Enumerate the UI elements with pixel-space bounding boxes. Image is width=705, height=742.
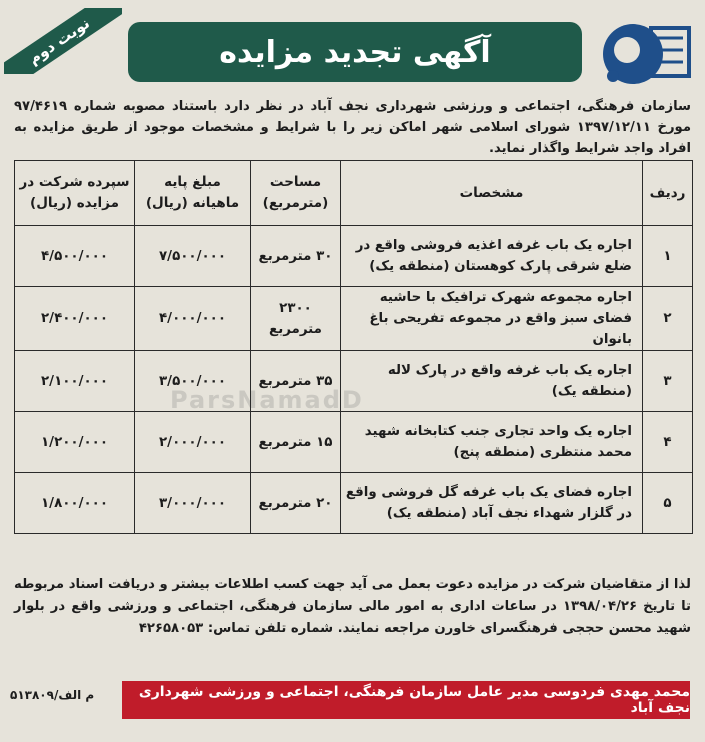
row-base-price: ۳/۰۰۰/۰۰۰: [135, 473, 251, 534]
row-deposit: ۲/۱۰۰/۰۰۰: [15, 351, 135, 412]
row-number: ۱: [643, 226, 693, 287]
notice-code: ۵۱۳۸۰۹/م الف: [10, 688, 95, 702]
header-deposit: سپرده شرکت در مزایده (ریال): [15, 161, 135, 226]
table-row: [15, 287, 693, 351]
row-description: اجاره فضای یک باب غرفه گل فروشی واقع در گلزار شهداء نجف آباد (منطقه یک): [341, 473, 643, 534]
row-description: اجاره مجموعه شهرک ترافیک با حاشیه فضای سبز واقع در مجموعه تفریحی باغ بانوان: [341, 287, 643, 351]
auction-table: [14, 160, 693, 534]
header-base-price: مبلغ پایه ماهیانه (ریال): [135, 161, 251, 226]
row-base-price: ۳/۵۰۰/۰۰۰: [135, 351, 251, 412]
round-badge: [4, 8, 122, 74]
row-area: ۲۳۰۰ مترمربع: [251, 287, 341, 351]
row-number: ۴: [643, 412, 693, 473]
signature-bar: محمد مهدی فردوسی مدیر عامل سازمان فرهنگی، اجتماعی و ورزشی شهرداری نجف آباد: [122, 681, 690, 719]
row-deposit: ۱/۸۰۰/۰۰۰: [15, 473, 135, 534]
row-number: ۳: [643, 351, 693, 412]
row-number: ۵: [643, 473, 693, 534]
organization-logo-icon: [593, 10, 699, 96]
watermark-text: ParsNamadD: [170, 386, 364, 414]
table-row: [15, 412, 693, 473]
row-description: اجاره یک باب غرفه واقع در پارک لاله (منطقه یک): [341, 351, 643, 412]
table-row: [15, 226, 693, 287]
round-badge-label: نوبت دوم: [4, 8, 122, 74]
table-row: [15, 473, 693, 534]
row-area: ۳۰ مترمربع: [251, 226, 341, 287]
row-deposit: ۴/۵۰۰/۰۰۰: [15, 226, 135, 287]
row-deposit: ۲/۴۰۰/۰۰۰: [15, 287, 135, 351]
header-row-number: ردیف: [643, 161, 693, 226]
row-number: ۲: [643, 287, 693, 351]
header-area: مساحت (مترمربع): [251, 161, 341, 226]
row-description: اجاره یک باب غرفه اغذیه فروشی واقع در ضلع شرقی پارک کوهستان (منطقه یک): [341, 226, 643, 287]
footer-paragraph: لذا از متقاضیان شرکت در مزایده دعوت بعمل می آید جهت کسب اطلاعات بیشتر و دریافت اسناد مربوطه تا تاریخ ۱۳۹۸/۰۴/۲۶ در ساعات اداری به امور مالی سازمان فرهنگی، اجتماعی و ورزشی واقع در بلوار شهید محسن حججی فرهنگسرای خاورن مراجعه نمایند. شماره تلفن تماس: ۴۲۶۵۸۰۵۳: [14, 577, 691, 636]
row-base-price: ۷/۵۰۰/۰۰۰: [135, 226, 251, 287]
row-base-price: ۴/۰۰۰/۰۰۰: [135, 287, 251, 351]
notice-title: آگهی تجدید مزایده: [128, 22, 582, 82]
row-area: ۲۰ مترمربع: [251, 473, 341, 534]
row-description: اجاره یک واحد تجاری جنب کتابخانه شهید محمد منتظری (منطقه پنج): [341, 412, 643, 473]
intro-paragraph: سازمان فرهنگی، اجتماعی و ورزشی شهرداری نجف آباد در نظر دارد باستناد مصوبه شماره ۹۷/۴۶۱۹ مورخ ۱۳۹۷/۱۲/۱۱ شورای اسلامی شهر اماکن زیر را با شرایط و مشخصات موجود از طریق مزایده به افراد واجد شرایط واگذار نماید.: [14, 99, 691, 156]
table-header-row: [15, 161, 693, 226]
row-area: ۱۵ مترمربع: [251, 412, 341, 473]
row-base-price: ۲/۰۰۰/۰۰۰: [135, 412, 251, 473]
header-description: مشخصات: [341, 161, 643, 226]
table-row: [15, 351, 693, 412]
row-area: ۳۵ مترمربع: [251, 351, 341, 412]
row-deposit: ۱/۲۰۰/۰۰۰: [15, 412, 135, 473]
